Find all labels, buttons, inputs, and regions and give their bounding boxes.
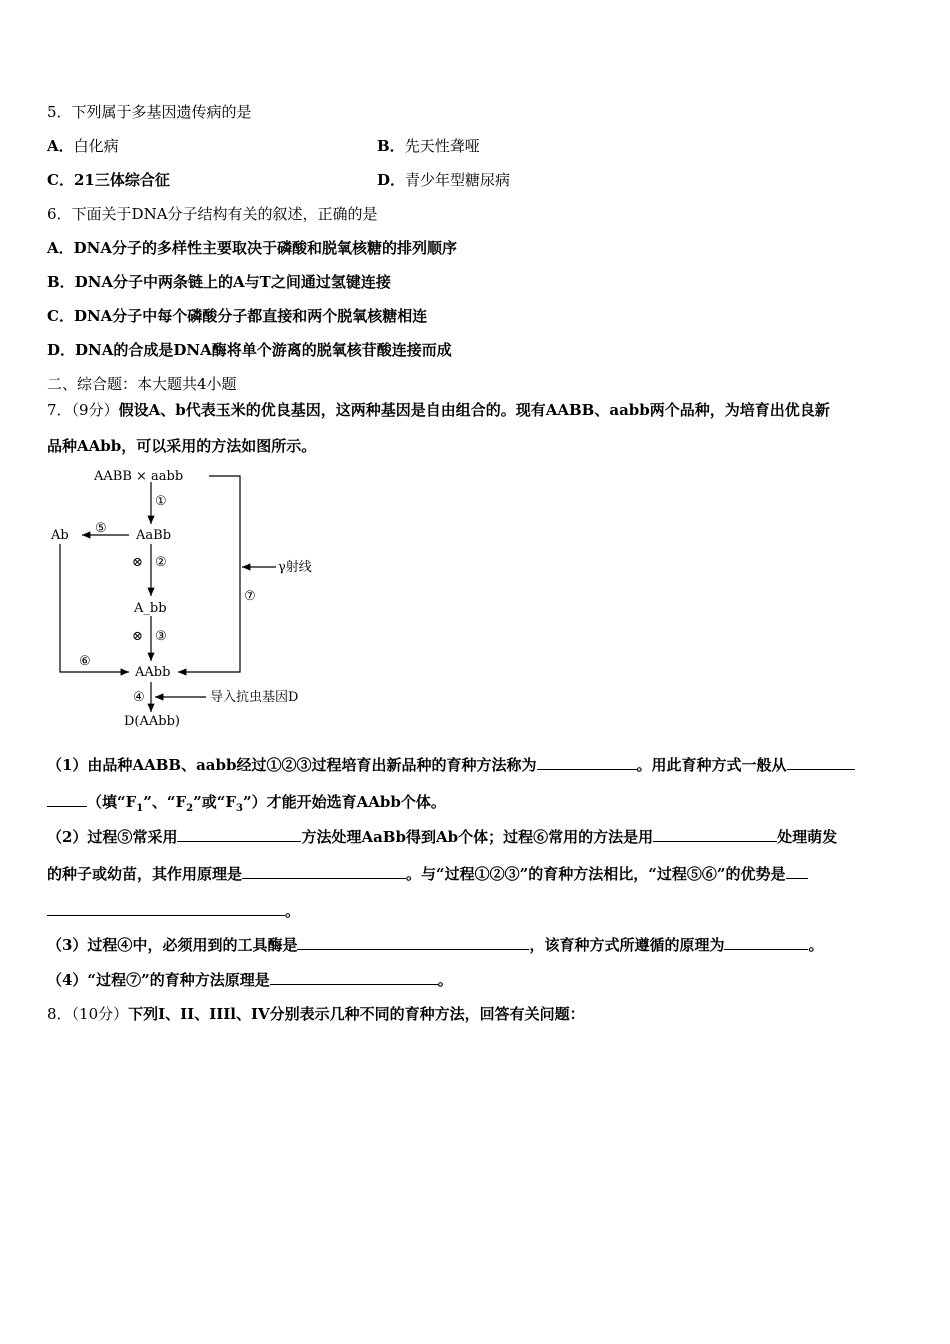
arrow-step6 (60, 544, 129, 672)
answer-blank[interactable] (786, 864, 808, 879)
f1-label: AaBb (136, 528, 172, 543)
q7-stem-line1: 7．（9分）假设A、b代表玉米的优良基因，这两种基因是自由组合的。现有AABB、aabb两个品种，为培育出优良新 (47, 401, 830, 419)
step4-mark: ④ (133, 690, 145, 705)
answer-blank[interactable] (242, 864, 406, 879)
answer-blank[interactable] (653, 827, 777, 842)
arrow-step7 (178, 476, 240, 672)
answer-blank[interactable] (177, 827, 301, 842)
answer-blank[interactable] (787, 755, 855, 770)
q7-part3: （3）过程④中，必须用到的工具酶是 ，该育种方式所遵循的原理为 。 (47, 936, 824, 954)
answer-blank[interactable] (537, 755, 637, 770)
q5-option-b: B．先天性聋哑 (377, 137, 480, 155)
ab-label: Ab (51, 528, 69, 543)
selfing-mark-1: ⊗ (132, 555, 143, 570)
q5-stem: 5．下列属于多基因遗传病的是 (47, 103, 252, 121)
q5-option-a: A．白化病 (47, 137, 119, 155)
q6-option-d: D．DNA的合成是DNA酶将单个游离的脱氧核苷酸连接而成 (47, 341, 452, 359)
q5-option-d: D．青少年型糖尿病 (377, 171, 511, 189)
q6-option-a: A．DNA分子的多样性主要取决于磷酸和脱氧核糖的排列顺序 (47, 239, 457, 257)
breeding-diagram (44, 462, 344, 734)
step2-mark: ② (155, 555, 167, 570)
q7-part2-line1: （2）过程⑤常采用 方法处理AaBb得到Ab个体；过程⑥常用的方法是用 处理萌发 (47, 828, 838, 846)
step3-mark: ③ (155, 629, 167, 644)
gamma-ray-label: γ射线 (278, 560, 312, 575)
q5-option-c: C．21三体综合征 (47, 171, 170, 189)
q7-part2-line3: 。 (47, 901, 300, 921)
gene-import-label: 导入抗虫基因D (210, 690, 299, 705)
aabb-label: AAbb (135, 665, 171, 680)
step5-mark: ⑤ (95, 521, 107, 536)
answer-blank[interactable] (47, 901, 285, 916)
a-bb-label: A_bb (134, 601, 167, 616)
q6-option-c: C．DNA分子中每个磷酸分子都直接和两个脱氧核糖相连 (47, 307, 428, 325)
q7-part4: （4）“过程⑦”的育种方法原理是 。 (47, 971, 453, 989)
q7-part2-line2: 的种子或幼苗，其作用原理是 。与“过程①②③”的育种方法相比，“过程⑤⑥”的优势是 (47, 864, 808, 884)
answer-blank[interactable] (724, 935, 808, 950)
parents-label: AABB × aabb (94, 469, 184, 484)
selfing-mark-2: ⊗ (132, 629, 143, 644)
section-heading: 二、综合题：本大题共4小题 (47, 375, 237, 393)
answer-blank[interactable] (47, 792, 87, 807)
step6-mark: ⑥ (79, 654, 91, 669)
q7-stem-line2: 品种AAbb，可以采用的方法如图所示。 (47, 437, 317, 455)
d-aabb-label: D(AAbb) (124, 714, 180, 729)
answer-blank[interactable] (270, 970, 438, 985)
q7-part1-line1: （1）由品种AABB、aabb经过①②③过程培育出新品种的育种方法称为 。用此育种方式一般从 (47, 755, 855, 775)
step7-mark: ⑦ (244, 589, 256, 604)
answer-blank[interactable] (297, 935, 529, 950)
q6-stem: 6．下面关于DNA分子结构有关的叙述，正确的是 (47, 205, 378, 223)
step1-mark: ① (155, 494, 167, 509)
q6-option-b: B．DNA分子中两条链上的A与T之间通过氢键连接 (47, 273, 391, 291)
q8-stem: 8．（10分）下列I、II、IIIl、IV分别表示几种不同的育种方法，回答有关问题： (47, 1005, 585, 1023)
q7-part1-line2: （填“$F_1$”、“$F_2$”或“$F_3$”）才能开始选育AAbb个体。 (47, 792, 446, 819)
